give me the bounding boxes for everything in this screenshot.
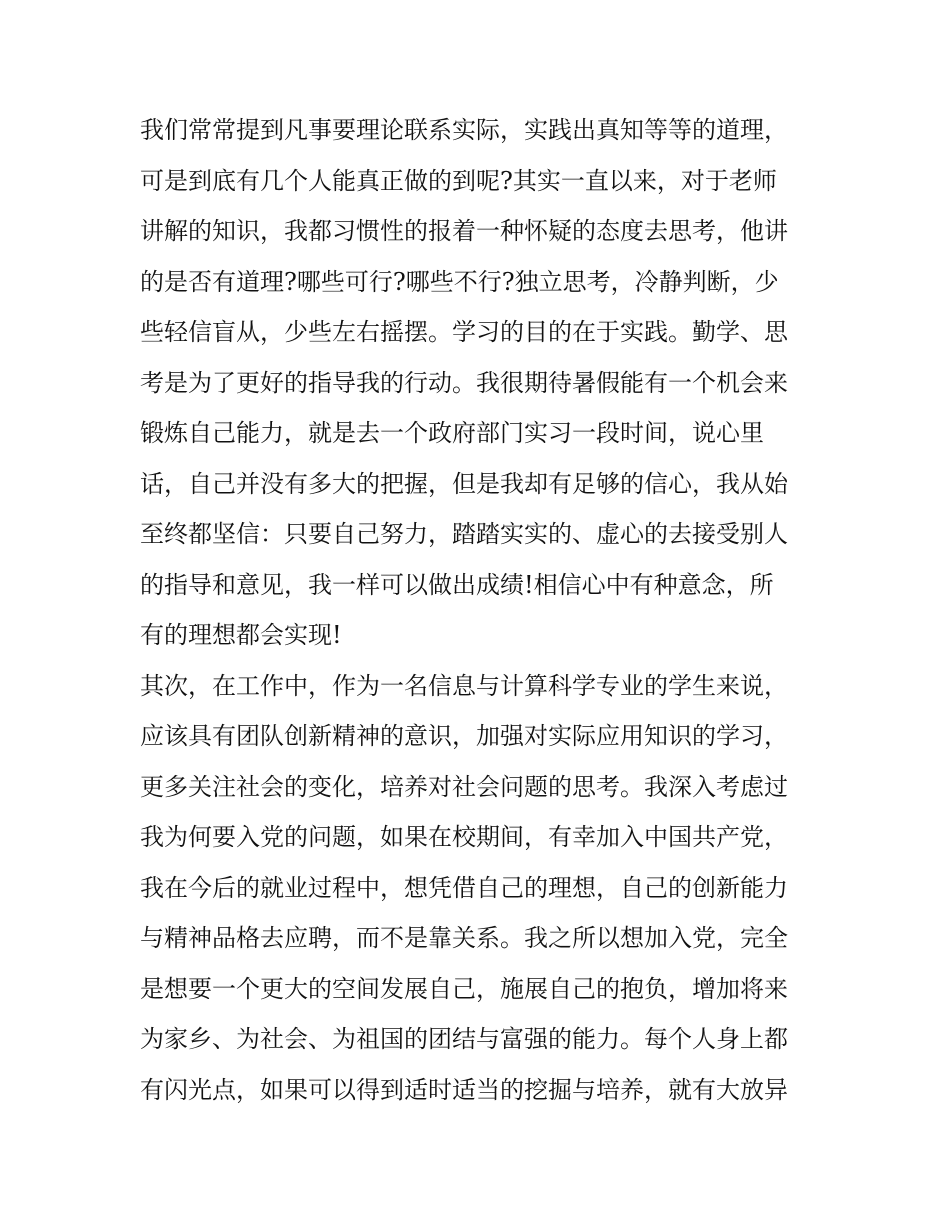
text-line: 的是否有道理?哪些可行?哪些不行?独立思考，冷静判断，少 <box>140 267 779 296</box>
text-line: 考是为了更好的指导我的行动。我很期待暑假能有一个机会来 <box>140 368 788 397</box>
text-line: 其次，在工作中，作为一名信息与计算科学专业的学生来说， <box>140 671 788 700</box>
text-line: 是想要一个更大的空间发展自己，施展自己的抱负，增加将来 <box>140 974 788 1003</box>
text-line: 锻炼自己能力，就是去一个政府部门实习一段时间，说心里 <box>140 419 764 447</box>
text-line: 讲解的知识，我都习惯性的报着一种怀疑的态度去思考，他讲 <box>140 217 788 245</box>
text-line: 与精神品格去应聘，而不是靠关系。我之所以想加入党，完全 <box>140 924 788 952</box>
text-line: 话，自己并没有多大的把握，但是我却有足够的信心，我从始 <box>140 469 788 498</box>
body-text <box>140 105 820 1115</box>
text-line: 我在今后的就业过程中，想凭借自己的理想，自己的创新能力 <box>140 873 788 902</box>
text-line: 些轻信盲从，少些左右摇摆。学习的目的在于实践。勤学、思 <box>140 318 788 346</box>
text-line: 为家乡、为社会、为祖国的团结与富强的能力。每个人身上都 <box>140 1025 788 1053</box>
text-line: 可是到底有几个人能真正做的到呢?其实一直以来，对于老师 <box>140 166 777 195</box>
text-line: 应该具有团队创新精神的意识，加强对实际应用知识的学习， <box>140 722 788 750</box>
text-line: 我们常常提到凡事要理论联系实际，实践出真知等等的道理， <box>140 116 788 144</box>
text-line: 有的理想都会实现! <box>140 621 342 649</box>
text-line: 更多关注社会的变化，培养对社会问题的思考。我深入考虑过 <box>140 772 788 801</box>
text-line: 我为何要入党的问题，如果在校期间，有幸加入中国共产党， <box>140 823 788 851</box>
text-line: 有闪光点，如果可以得到适时适当的挖掘与培养，就有大放异 <box>140 1075 788 1104</box>
text-line: 至终都坚信：只要自己努力，踏踏实实的、虚心的去接受别人 <box>140 520 788 548</box>
text-line: 的指导和意见，我一样可以做出成绩!相信心中有种意念，所 <box>140 570 774 599</box>
